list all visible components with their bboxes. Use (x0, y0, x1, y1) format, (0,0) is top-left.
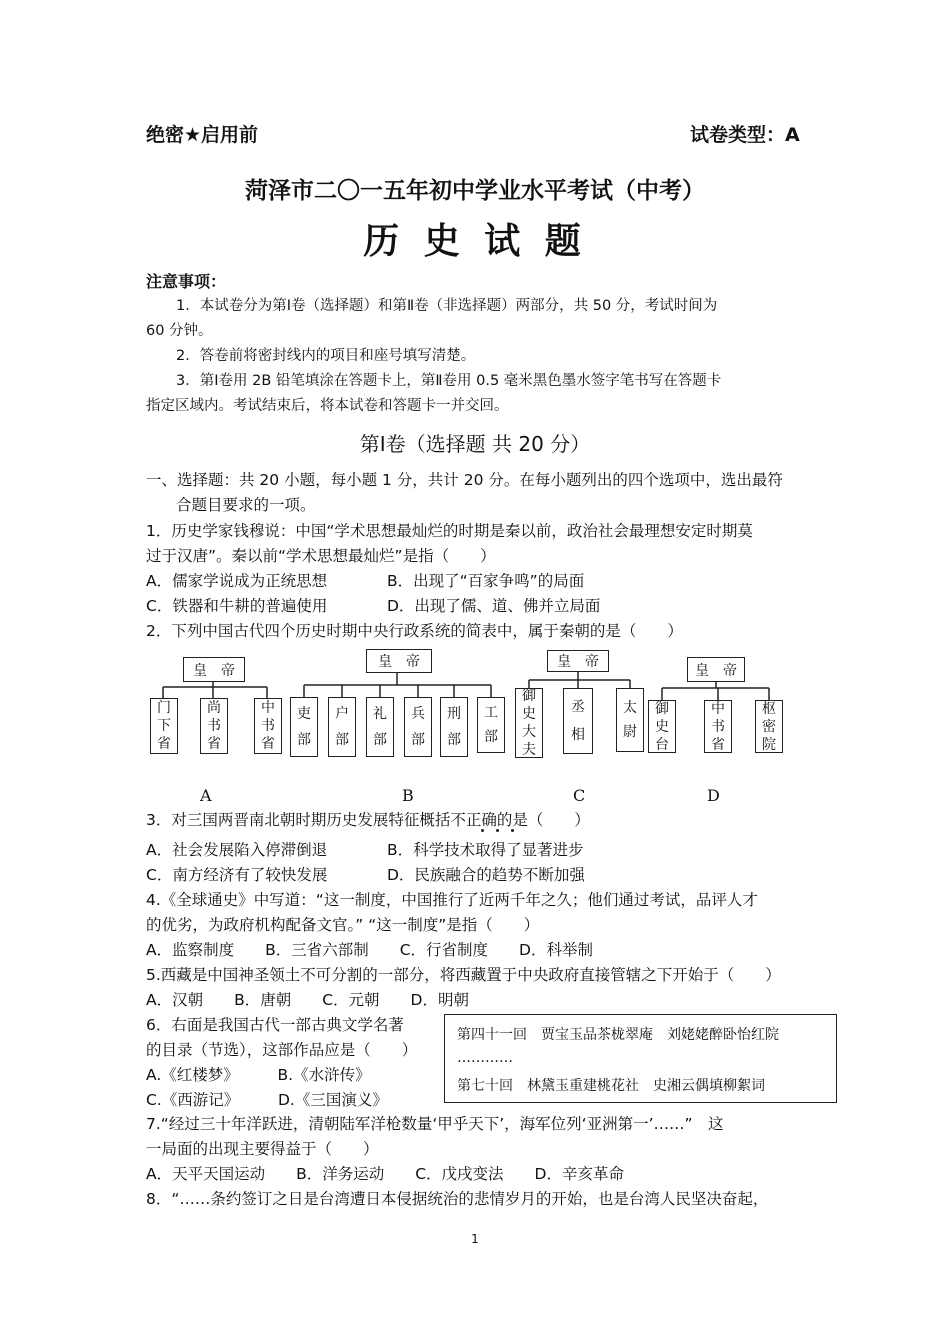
box-char: 部 (411, 732, 425, 748)
box-char: 丞 (571, 699, 585, 715)
diagram-a-emperor: 皇 帝 (183, 657, 245, 682)
q6-options-cd: C.《西游记》 D.《三国演义》 (146, 1091, 388, 1109)
box-char: 省 (207, 736, 221, 752)
toc-line1: 第四十一回 贾宝玉品茶栊翠庵 刘姥姥醉卧怡红院 (457, 1027, 779, 1043)
box-char: 部 (297, 732, 311, 748)
diagram-b-box-rites-ministry (366, 697, 394, 757)
diagram-c-emperor: 皇 帝 (547, 650, 609, 672)
q3-option-d: D．民族融合的趋势不断加强 (387, 866, 585, 884)
box-char: 户 (335, 706, 349, 722)
box-char: 夫 (522, 742, 536, 758)
q1-stem-line1: 1．历史学家钱穆说：中国“学术思想最灿烂的时期是秦以前，政治社会最理想安定时期莫 (146, 522, 753, 540)
box-char: 尉 (623, 724, 637, 740)
section1-instruction-line2: 合题目要求的一项。 (176, 496, 316, 514)
diagram-d-box-yushitai (648, 700, 676, 753)
diagram-c-box-taiwei (616, 688, 644, 752)
box-char: 部 (335, 732, 349, 748)
box-char: 御 (522, 688, 536, 704)
q4-stem-line1: 4.《全球通史》中写道：“这一制度，中国推行了近两千年之久；他们通过考试，品评人才 (146, 891, 758, 909)
notice-item3-line1: 3．第Ⅰ卷用 2B 铅笔填涂在答题卡上，第Ⅱ卷用 0.5 毫米黑色墨水签字笔书写在答题卡 (176, 373, 722, 389)
diagram-b-box-war-ministry (404, 697, 432, 757)
box-char: 部 (447, 732, 461, 748)
q6-options-ab: A.《红楼梦》 B.《水浒传》 (146, 1066, 371, 1084)
box-char: 大 (522, 724, 536, 740)
diagram-c-box-yushi-dafu (515, 688, 543, 758)
exam-title: 菏泽市二〇一五年初中学业水平考试（中考） (245, 178, 705, 204)
box-char: 史 (655, 718, 669, 735)
diagram-b-box-hu-ministry (328, 697, 356, 757)
box-char: 中 (711, 700, 725, 717)
page-number: 1 (471, 1232, 479, 1246)
box-char: 尚 (207, 700, 221, 716)
diagram-label-d: D (707, 786, 720, 805)
diagram-d-box-zhongshu (704, 700, 732, 753)
box-char: 书 (711, 718, 725, 735)
diagram-c-box-chancellor (563, 688, 593, 754)
emphasis-dot (511, 829, 514, 832)
q3-option-b: B．科学技术取得了显著进步 (387, 841, 584, 859)
emphasis-dot (481, 829, 484, 832)
box-char: 御 (655, 700, 669, 717)
toc-ellipsis: ………… (457, 1050, 513, 1066)
q8-stem-line1: 8．“……条约签订之日是台湾遭日本侵据统治的悲情岁月的开始，也是台湾人民坚决奋起， (146, 1190, 769, 1208)
q6-table-of-contents-box (444, 1014, 837, 1103)
diagram-a-box-zhongshu (254, 698, 282, 754)
diagram-b-emperor: 皇 帝 (366, 649, 432, 673)
diagram-b-box-justice-ministry (440, 697, 468, 757)
q1-stem-line2: 过于汉唐”。秦以前“学术思想最灿烂”是指（ ） (146, 547, 496, 565)
box-char: 密 (762, 718, 776, 735)
box-char: 枢 (762, 700, 776, 717)
notice-heading: 注意事项： (146, 272, 227, 291)
box-char: 书 (207, 718, 221, 734)
box-char: 部 (373, 732, 387, 748)
box-char: 书 (261, 718, 275, 734)
diagram-a-box-shangshu (200, 698, 228, 754)
box-char: 史 (522, 706, 536, 722)
q3-stem: 3．对三国两晋南北朝时期历史发展特征概括不正确的是（ ） (146, 811, 590, 829)
box-char: 下 (157, 718, 171, 734)
emphasis-dot (496, 829, 499, 832)
box-char: 门 (157, 700, 171, 716)
q2-stem: 2．下列中国古代四个历史时期中央行政系统的简表中，属于秦朝的是（ ） (146, 622, 683, 640)
q3-option-a: A．社会发展陷入停滞倒退 (146, 841, 328, 859)
q4-options: A．监察制度 B．三省六部制 C．行省制度 D．科举制 (146, 941, 593, 959)
box-char: 院 (762, 736, 776, 753)
q5-options: A．汉朝 B．唐朝 C．元朝 D．明朝 (146, 991, 469, 1009)
box-char: 中 (261, 700, 275, 716)
diagram-d-box-shumiyuan (755, 700, 783, 753)
q1-option-b: B．出现了“百家争鸣”的局面 (387, 572, 585, 590)
subject-title: 历 史 试 题 (363, 221, 587, 262)
toc-line2: 第七十回 林黛玉重建桃花社 史湘云偶填柳絮词 (457, 1078, 765, 1094)
q6-stem-line2: 的目录（节选），这部作品应是（ ） (146, 1041, 418, 1059)
notice-item1-line1: 1．本试卷分为第Ⅰ卷（选择题）和第Ⅱ卷（非选择题）两部分，共 50 分，考试时间为 (176, 298, 718, 314)
paper-type: 试卷类型：A (690, 124, 800, 146)
q7-options: A．天平天国运动 B．洋务运动 C．戊戌变法 D．辛亥革命 (146, 1165, 624, 1183)
q4-stem-line2: 的优劣，为政府机构配备文官。” “这一制度”是指（ ） (146, 916, 540, 934)
q3-option-c: C．南方经济有了较快发展 (146, 866, 328, 884)
diagram-label-b: B (402, 786, 414, 805)
box-char: 台 (655, 736, 669, 753)
section1-instruction-line1: 一、选择题：共 20 小题，每小题 1 分，共计 20 分。在每小题列出的四个选项中，选出最符 (146, 471, 783, 489)
diagram-label-c: C (573, 786, 586, 805)
box-char: 省 (157, 736, 171, 752)
box-char: 礼 (373, 706, 387, 722)
box-char: 省 (261, 736, 275, 752)
diagram-d-emperor: 皇 帝 (687, 657, 745, 682)
notice-item3-line2: 指定区域内。考试结束后，将本试卷和答题卡一并交回。 (146, 398, 509, 414)
q5-stem: 5.西藏是中国神圣领土不可分割的一部分，将西藏置于中央政府直接管辖之下开始于（ ） (146, 966, 781, 984)
q1-option-c: C．铁器和牛耕的普遍使用 (146, 597, 328, 615)
box-char: 省 (711, 736, 725, 753)
box-char: 兵 (411, 706, 425, 722)
q7-stem-line2: 一局面的出现主要得益于（ ） (146, 1140, 379, 1158)
q1-option-d: D．出现了儒、道、佛并立局面 (387, 597, 601, 615)
q6-stem-line1: 6．右面是我国古代一部古典文学名著 (146, 1016, 404, 1034)
diagram-b-box-works-ministry (477, 697, 505, 753)
box-char: 部 (484, 729, 498, 745)
q1-option-a: A．儒家学说成为正统思想 (146, 572, 328, 590)
box-char: 刑 (447, 706, 461, 722)
secret-label: 绝密★启用前 (146, 124, 259, 146)
box-char: 太 (623, 700, 637, 716)
notice-item2: 2．答卷前将密封线内的项目和座号填写清楚。 (176, 348, 476, 364)
box-char: 相 (571, 727, 585, 743)
section1-title: 第Ⅰ卷（选择题 共 20 分） (359, 432, 591, 456)
q7-stem-line1: 7.“经过三十年洋跃进，清朝陆军洋枪数量‘甲乎天下’，海军位列‘亚洲第一’……” 这 (146, 1115, 724, 1133)
diagram-label-a: A (200, 786, 212, 805)
diagram-a-box-menxia (150, 698, 178, 754)
notice-item1-line2: 60 分钟。 (146, 323, 213, 339)
box-char: 工 (484, 705, 498, 721)
diagram-b-box-li-ministry (290, 697, 318, 757)
box-char: 吏 (297, 706, 311, 722)
